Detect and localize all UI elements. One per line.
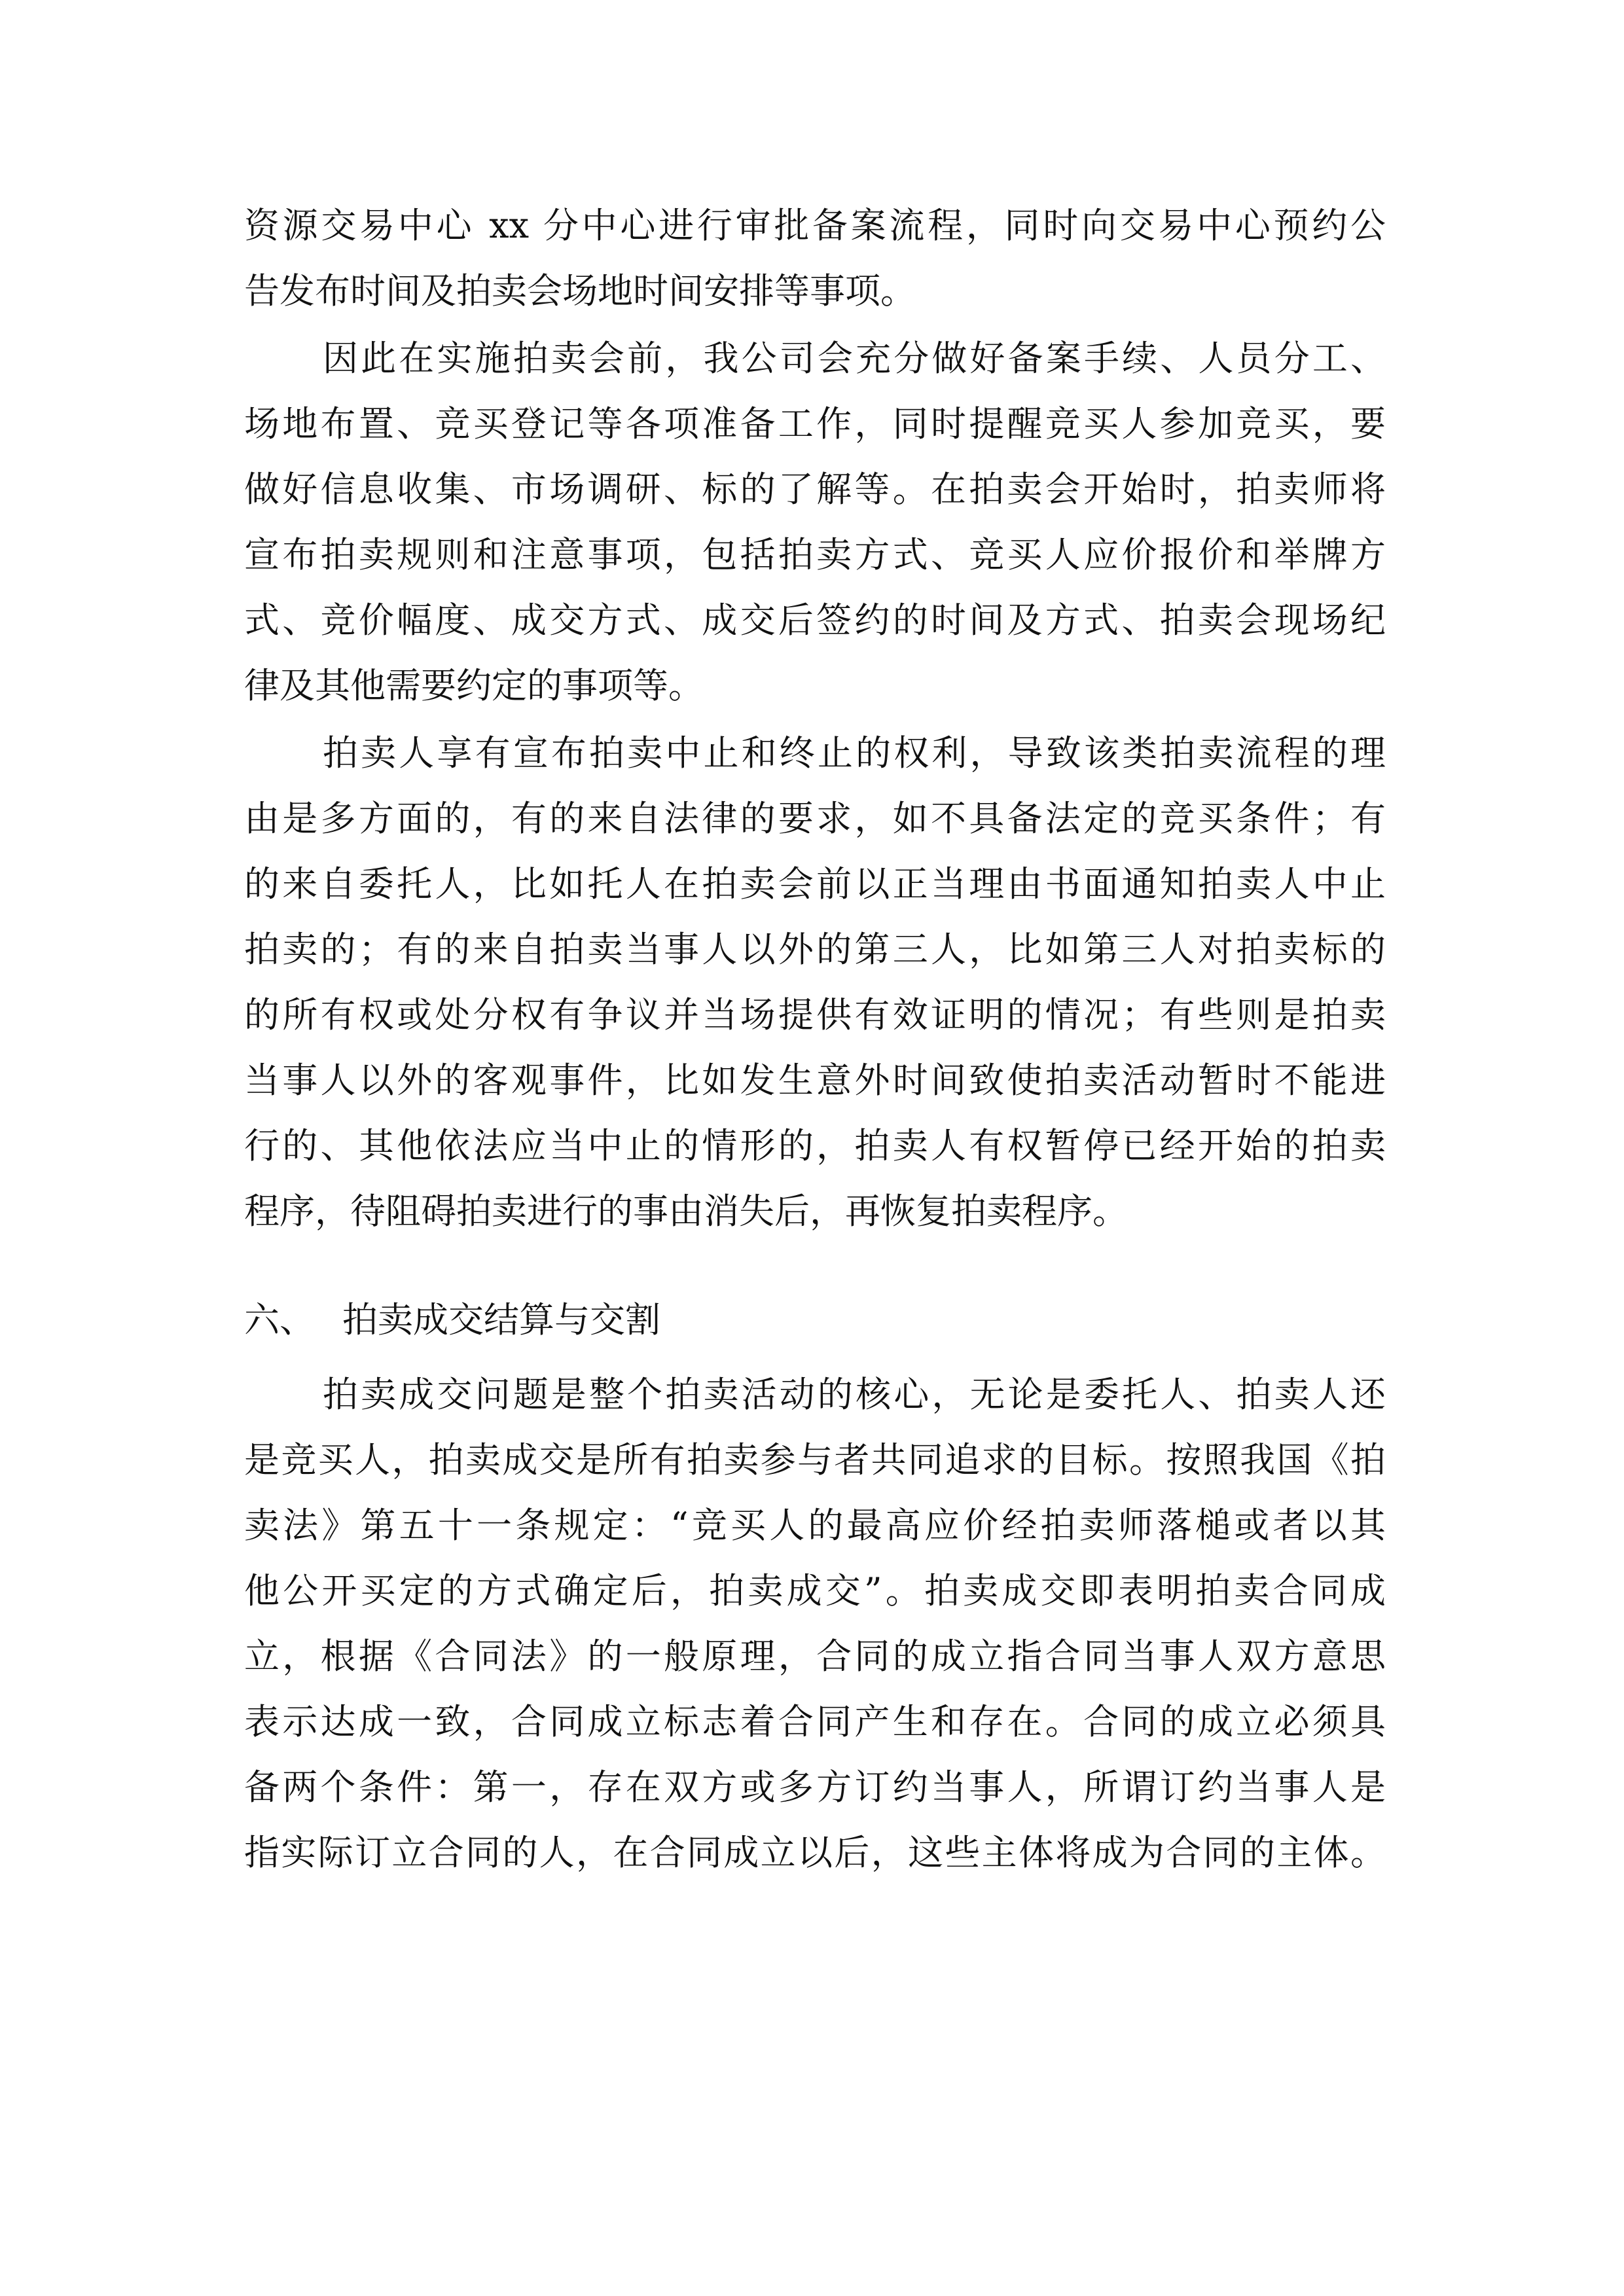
paragraph-2-line-5: 式、竞价幅度、成交方式、成交后签约的时间及方式、拍卖会现场纪 <box>244 600 1386 641</box>
paragraph-4-line-3: 卖法》第五十一条规定：“竞买人的最高应价经拍卖师落槌或者以其 <box>244 1505 1386 1546</box>
paragraph-1-line-1: 资源交易中心 xx 分中心进行审批备案流程，同时向交易中心预约公 <box>244 205 1386 246</box>
paragraph-3-line-1: 拍卖人享有宣布拍卖中止和终止的权利，导致该类拍卖流程的理 <box>323 732 1386 774</box>
paragraph-3-line-4: 拍卖的；有的来自拍卖当事人以外的第三人，比如第三人对拍卖标的 <box>244 929 1386 970</box>
section-heading <box>244 1294 660 1346</box>
section-number: 六、 <box>244 1299 315 1340</box>
paragraph-4-line-1: 拍卖成交问题是整个拍卖活动的核心，无论是委托人、拍卖人还 <box>323 1374 1386 1415</box>
paragraph-3-line-3: 的来自委托人，比如托人在拍卖会前以正当理由书面通知拍卖人中止 <box>244 863 1386 905</box>
paragraph-2-line-2: 场地布置、竞买登记等各项准备工作，同时提醒竞买人参加竞买，要 <box>244 403 1386 444</box>
paragraph-3-line-8: 程序，待阻碍拍卖进行的事由消失后，再恢复拍卖程序。 <box>244 1191 1128 1232</box>
paragraph-4-line-8: 指实际订立合同的人，在合同成立以后，这些主体将成为合同的主体。 <box>244 1832 1386 1873</box>
paragraph-3-line-6: 当事人以外的客观事件，比如发生意外时间致使拍卖活动暂时不能进 <box>244 1060 1386 1101</box>
paragraph-3-line-5: 的所有权或处分权有争议并当场提供有效证明的情况；有些则是拍卖 <box>244 994 1386 1035</box>
paragraph-4-line-5: 立，根据《合同法》的一般原理，合同的成立指合同当事人双方意思 <box>244 1636 1386 1677</box>
paragraph-4-line-2: 是竞买人，拍卖成交是所有拍卖参与者共同追求的目标。按照我国《拍 <box>244 1439 1386 1480</box>
paragraph-2-line-4: 宣布拍卖规则和注意事项，包括拍卖方式、竞买人应价报价和举牌方 <box>244 534 1386 575</box>
paragraph-4-line-6: 表示达成一致，合同成立标志着合同产生和存在。合同的成立必须具 <box>244 1701 1386 1742</box>
paragraph-3-line-7: 行的、其他依法应当中止的情形的，拍卖人有权暂停已经开始的拍卖 <box>244 1125 1386 1166</box>
paragraph-4-line-7: 备两个条件：第一，存在双方或多方订约当事人，所谓订约当事人是 <box>244 1767 1386 1808</box>
paragraph-4-line-4: 他公开买定的方式确定后，拍卖成交”。拍卖成交即表明拍卖合同成 <box>244 1570 1386 1611</box>
paragraph-1-line-2: 告发布时间及拍卖会场地时间安排等事项。 <box>244 270 916 312</box>
section-title: 拍卖成交结算与交割 <box>342 1299 660 1340</box>
paragraph-2-line-6: 律及其他需要约定的事项等。 <box>244 665 704 706</box>
paragraph-2-line-1: 因此在实施拍卖会前，我公司会充分做好备案手续、人员分工、 <box>323 338 1386 379</box>
paragraph-3-line-2: 由是多方面的，有的来自法律的要求，如不具备法定的竞买条件；有 <box>244 798 1386 839</box>
paragraph-2-line-3: 做好信息收集、市场调研、标的了解等。在拍卖会开始时，拍卖师将 <box>244 469 1386 510</box>
